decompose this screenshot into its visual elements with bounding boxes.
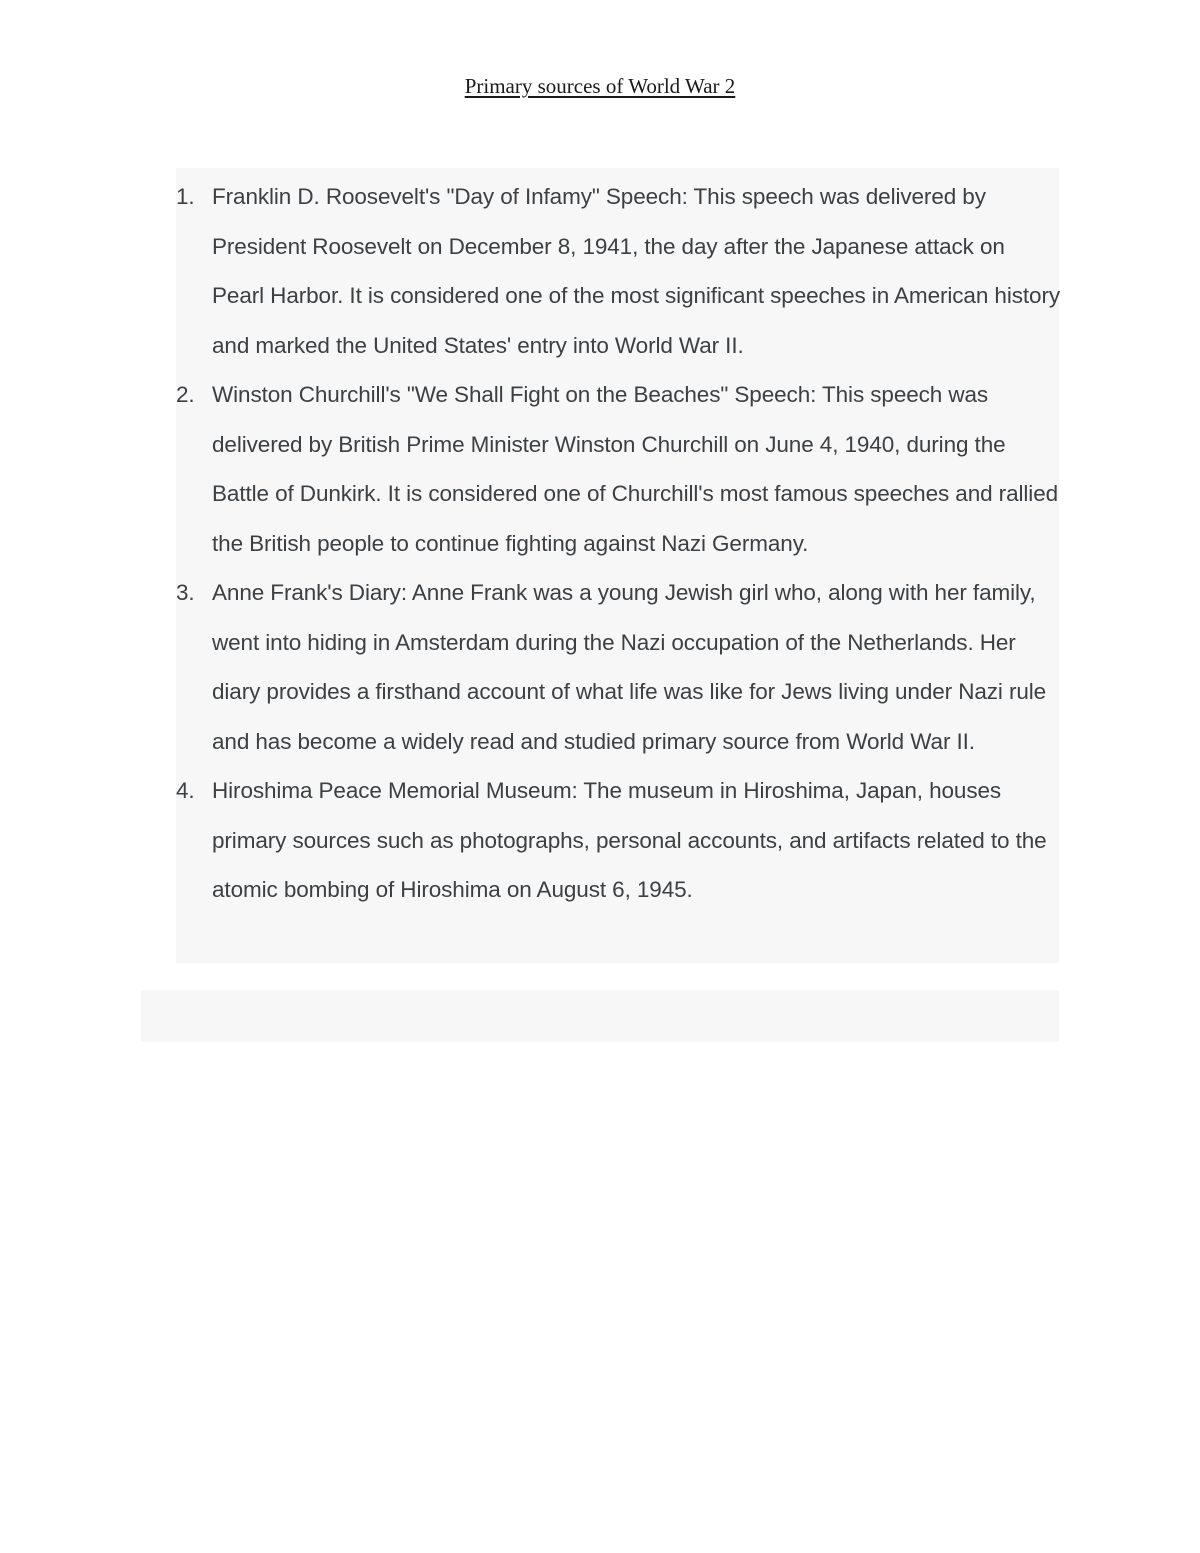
list-item-number: 1. (176, 184, 195, 209)
list-item (176, 370, 1061, 568)
list-item (176, 172, 1061, 370)
page-title-text: Primary sources of World War 2 (464, 74, 736, 98)
list-item (176, 766, 1061, 915)
list-item-text: Hiroshima Peace Memorial Museum: The museum in Hiroshima, Japan, houses primary sources such as photographs, personal accounts, and artifacts related to the atomic bombing of Hiroshima on August 6, 1945. (212, 778, 1047, 902)
list-item-number: 3. (176, 580, 195, 605)
list-item-text: Winston Churchill's "We Shall Fight on the Beaches" Speech: This speech was delivered by British Prime Minister Winston Churchill on June 4, 1940, during the Battle of Dunkirk. It is considered one of Churchill's most famous speeches and rallied the British people to continue fighting against Nazi Germany. (212, 382, 1059, 556)
sources-list (176, 172, 1061, 915)
list-item-number: 2. (176, 382, 195, 407)
list-item-text: Anne Frank's Diary: Anne Frank was a young Jewish girl who, along with her family, went into hiding in Amsterdam during the Nazi occupation of the Netherlands. Her diary provides a firsthand account of what life was like for Jews living under Nazi rule and has become a widely read and studied primary source from World War II. (212, 580, 1047, 754)
empty-shaded-block (141, 990, 1059, 1042)
list-item-text: Franklin D. Roosevelt's "Day of Infamy" Speech: This speech was delivered by President Roosevelt on December 8, 1941, the day after the Japanese attack on Pearl Harbor. It is considered one of the most significant speeches in American history and marked the United States' entry into World War II. (212, 184, 1060, 358)
list-item-number: 4. (176, 778, 195, 803)
list-item (176, 568, 1061, 766)
answer-block (176, 168, 1059, 963)
page-title (0, 72, 1200, 100)
